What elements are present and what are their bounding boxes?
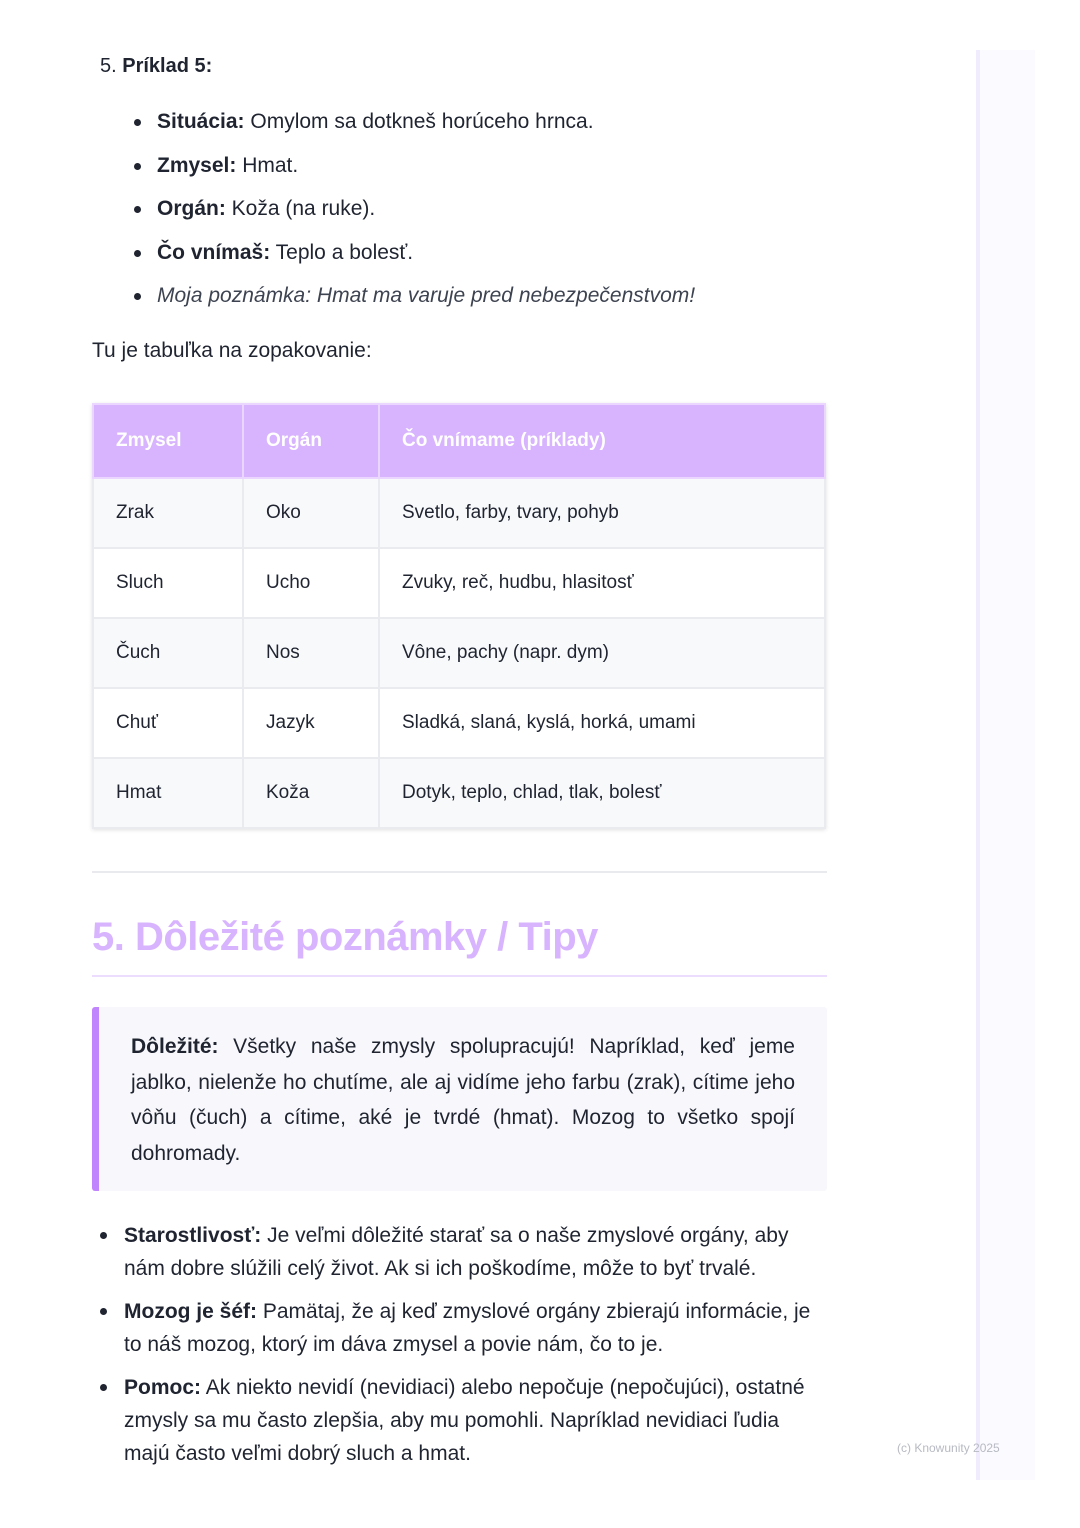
table-cell: Jazyk [243,688,379,758]
table-cell: Oko [243,478,379,548]
intro-text: Tu je tabuľka na zopakovanie: [92,339,372,362]
example-heading [100,55,212,78]
table-row [93,618,825,688]
table-cell: Koža [243,758,379,828]
table-cell: Sladká, slaná, kyslá, horká, umami [379,688,825,758]
header-cell: Zmysel [93,404,243,478]
list-item [130,110,695,154]
table-row [93,548,825,618]
item-text: Koža (na ruke). [225,197,376,220]
section-title: 5. Dôležité poznámky / Tipy [92,915,598,959]
table-cell: Vône, pachy (napr. dym) [379,618,825,688]
tip-label: Starostlivosť: [124,1224,262,1247]
list-item [92,1295,827,1361]
table-row [93,758,825,828]
callout-text: Všetky naše zmysly spolupracujú! Napríklad, keď jeme jablko, nielenže ho chutíme, ale aj vidíme jeho farbu (zrak), cítime jeho vôňu (čuch) a cítime, aké je tvrdé (hmat). Mozog to všetko spojí dohromady. [131,1035,795,1165]
example-title: Príklad 5: [122,55,213,77]
section-title-underline [92,975,827,977]
table-cell: Svetlo, farby, tvary, pohyb [379,478,825,548]
table-header-row [93,404,825,478]
table-cell: Hmat [93,758,243,828]
example-list [130,110,695,328]
list-item [130,154,695,198]
list-item [130,197,695,241]
item-text: Teplo a bolesť. [270,240,414,264]
senses-table [92,403,826,829]
table-cell: Čuch [93,618,243,688]
list-item [130,241,695,285]
table-cell: Nos [243,618,379,688]
copyright-footer: (c) Knowunity 2025 [897,1441,1000,1455]
table-row [93,478,825,548]
table-cell: Chuť [93,688,243,758]
note-item: Moja poznámka: Hmat ma varuje pred nebezpečenstvom! [130,284,695,328]
table-cell: Sluch [93,548,243,618]
tips-list [92,1219,827,1480]
item-label: Situácia: [157,110,245,133]
tip-label: Mozog je šéf: [124,1300,258,1323]
item-label: Čo vnímaš: [157,240,271,264]
item-text: Omylom sa dotkneš horúceho hrnca. [244,110,594,133]
side-panel [976,50,1035,1480]
item-label: Zmysel: [157,153,237,177]
divider [92,871,827,873]
list-item [92,1371,827,1470]
tip-text: Pamätaj, že aj keď zmyslové orgány zbierajú informácie, je to náš mozog, ktorý im dáva zmysel a povie nám, čo to je. [124,1300,811,1356]
table-cell: Zvuky, reč, hudbu, hlasitosť [379,548,825,618]
important-callout [92,1007,827,1191]
table-cell: Dotyk, teplo, chlad, tlak, bolesť [379,758,825,828]
header-cell: Čo vnímame (príklady) [379,404,825,478]
tip-text: Je veľmi dôležité starať sa o naše zmyslové orgány, aby nám dobre slúžili celý život. Ak si ich poškodíme, môže to byť trvalé. [124,1224,789,1280]
header-cell: Orgán [243,404,379,478]
item-text: Hmat. [236,153,299,177]
callout-label: Dôležité: [131,1035,219,1058]
table-cell: Ucho [243,548,379,618]
example-number: 5. [100,55,117,77]
tip-label: Pomoc: [124,1376,202,1399]
table-cell: Zrak [93,478,243,548]
list-item [92,1219,827,1285]
tip-text: Ak niekto nevidí (nevidiaci) alebo nepočuje (nepočujúci), ostatné zmysly sa mu často zlepšia, aby mu pomohli. Napríklad nevidiaci ľudia majú často veľmi dobrý sluch a hmat. [124,1376,805,1465]
item-label: Orgán: [157,197,226,220]
table-row [93,688,825,758]
